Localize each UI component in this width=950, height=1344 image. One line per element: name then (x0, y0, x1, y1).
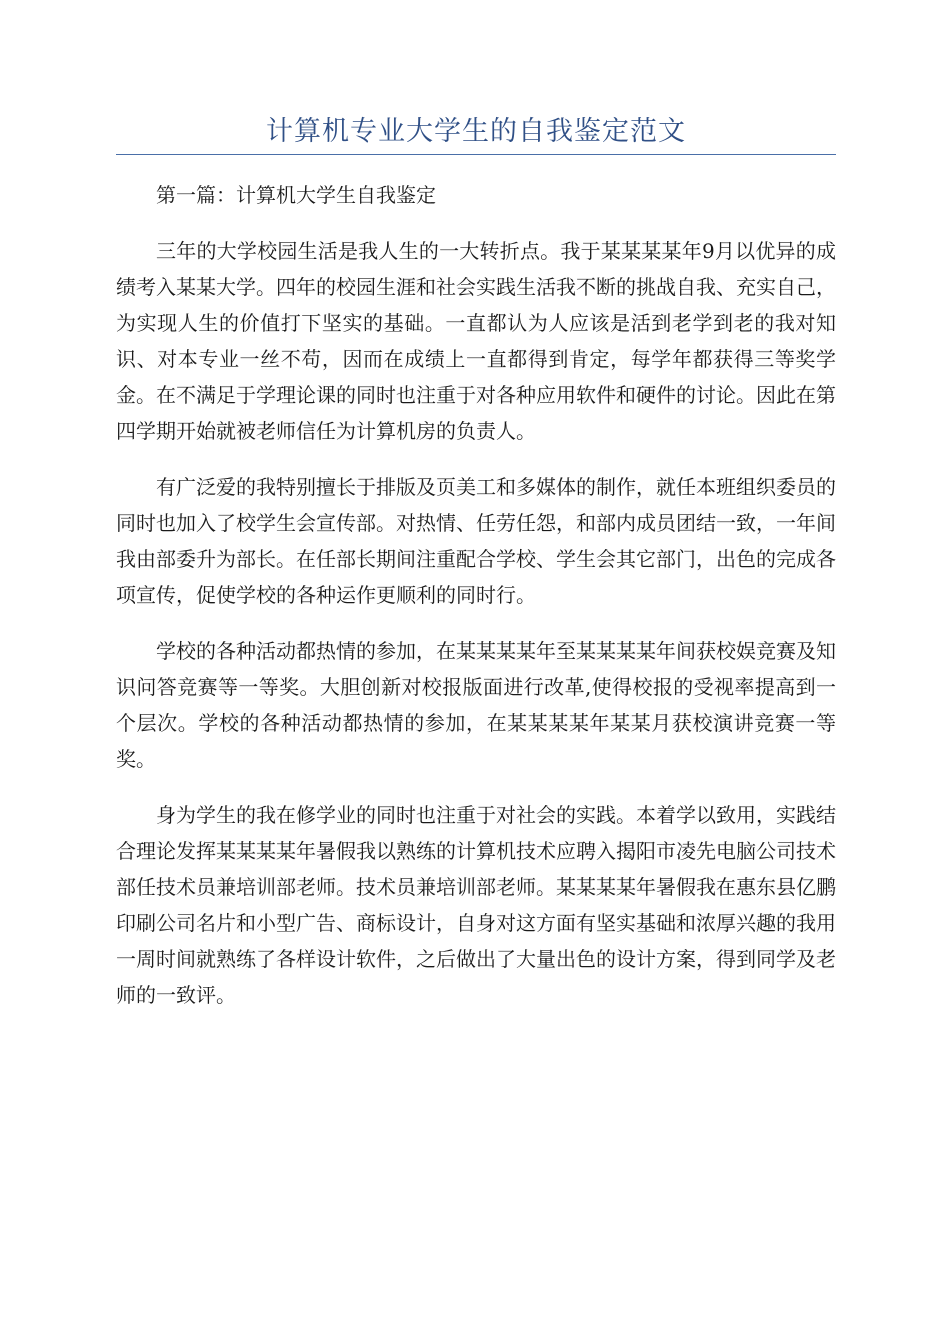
paragraph-2: 有广泛爱的我特别擅长于排版及页美工和多媒体的制作，就任本班组织委员的同时也加入了校学生会宣传部。对热情、任劳任怨，和部内成员团结一致，一年间我由部委升为部长。在任部长期间注重配合学校、学生会其它部门，出色的完成各项宣传，促使学校的各种运作更顺利的同时行。 (116, 475, 836, 607)
paragraph-3: 学校的各种活动都热情的参加，在某某某某年至某某某某年间获校娱竞赛及知识问答竞赛等一等奖。大胆创新对校报版面进行改革,使得校报的受视率提高到一个层次。学校的各种活动都热情的参加，在某某某某年某某月获校演讲竞赛一等奖。 (116, 639, 836, 771)
document-page (116, 112, 836, 1033)
section-heading: 第一篇：计算机大学生自我鉴定 (156, 183, 436, 207)
document-title: 计算机专业大学生的自我鉴定范文 (266, 116, 686, 147)
title-underline (116, 154, 836, 155)
paragraph-4: 身为学生的我在修学业的同时也注重于对社会的实践。本着学以致用，实践结合理论发挥某某某某年暑假我以熟练的计算机技术应聘入揭阳市凌先电脑公司技术部任技术员兼培训部老师。技术员兼培训部老师。某某某某年暑假我在惠东县亿鹏印刷公司名片和小型广告、商标设计，自身对这方面有坚实基础和浓厚兴趣的我用一周时间就熟练了各样设计软件，之后做出了大量出色的设计方案，得到同学及老师的一致评。 (116, 803, 836, 1007)
paragraph-1: 三年的大学校园生活是我人生的一大转折点。我于某某某某年9月以优异的成绩考入某某大学。四年的校园生涯和社会实践生活我不断的挑战自我、充实自己，为实现人生的价值打下坚实的基础。一直都认为人应该是活到老学到老的我对知识、对本专业一丝不苟，因而在成绩上一直都得到肯定，每学年都获得三等奖学金。在不满足于学理论课的同时也注重于对各种应用软件和硬件的讨论。因此在第四学期开始就被老师信任为计算机房的负责人。 (116, 239, 836, 443)
